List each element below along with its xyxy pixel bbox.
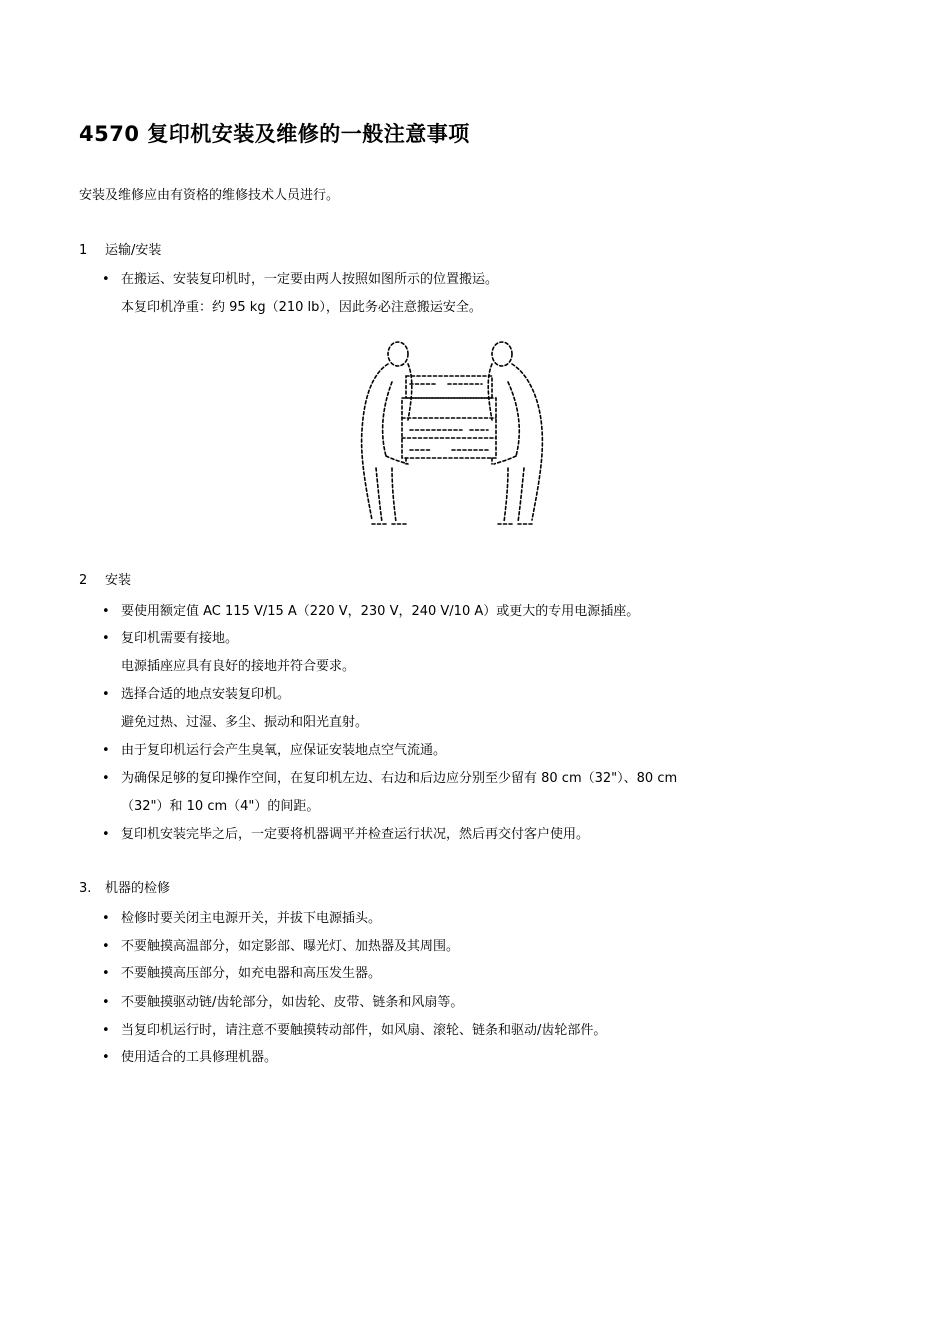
list-item: [102, 627, 238, 646]
bullet-icon: •: [102, 771, 110, 786]
section-heading-transport: [79, 239, 161, 258]
list-item-text: 不要触摸驱动链/齿轮部分，如齿轮、皮带、链条和风扇等。: [121, 995, 464, 1010]
section-title: 安装: [105, 573, 132, 588]
list-item-note: 本复印机净重：约 95 kg（210 lb），因此务必注意搬运安全。: [121, 300, 482, 315]
list-item: [102, 907, 381, 926]
copier-figure: [402, 376, 496, 464]
list-item: [102, 739, 446, 758]
list-item: [102, 767, 677, 786]
carrying-copier-illustration: [352, 338, 552, 533]
list-item-text: 选择合适的地点安装复印机。: [121, 687, 291, 702]
bullet-icon: •: [102, 995, 110, 1010]
bullet-icon: •: [102, 1023, 110, 1038]
page-title: 4570 复印机安装及维修的一般注意事项: [79, 122, 470, 146]
list-item-text: 复印机需要有接地。: [121, 631, 239, 646]
left-person-figure: [362, 342, 412, 524]
list-item-text: 使用适合的工具修理机器。: [121, 1050, 278, 1065]
list-item-text: 当复印机运行时，请注意不要触摸转动部件，如风扇、滚轮、链条和驱动/齿轮部件。: [121, 1023, 607, 1038]
list-item: [102, 268, 498, 287]
list-item: [102, 600, 639, 619]
list-item: [102, 823, 589, 842]
section-number: 2: [79, 573, 88, 588]
list-item-text: 为确保足够的复印操作空间，在复印机左边、右边和后边应分别至少留有 80 cm（32"）、80 cm: [121, 771, 678, 786]
list-item: [102, 962, 381, 981]
list-item-text: 检修时要关闭主电源开关，并拔下电源插头。: [121, 911, 382, 926]
section-title: 运输/安装: [105, 243, 162, 258]
bullet-icon: •: [102, 827, 110, 842]
bullet-icon: •: [102, 743, 110, 758]
list-item: [102, 1019, 606, 1038]
list-item-text: 在搬运、安装复印机时，一定要由两人按照如图所示的位置搬运。: [121, 272, 499, 287]
bullet-icon: •: [102, 1050, 110, 1065]
list-item-text: 要使用额定值 AC 115 V/15 A（220 V，230 V，240 V/10 A）或更大的专用电源插座。: [121, 604, 640, 619]
list-item-note: （32"）和 10 cm（4"）的间距。: [121, 799, 320, 814]
bullet-icon: •: [102, 631, 110, 646]
list-item-note: 避免过热、过湿、多尘、振动和阳光直射。: [121, 715, 369, 730]
section-heading-maintenance: [79, 877, 170, 896]
section-title: 机器的检修: [105, 881, 171, 896]
bullet-icon: •: [102, 687, 110, 702]
bullet-icon: •: [102, 966, 110, 981]
section-number: 3.: [79, 881, 92, 896]
bullet-icon: •: [102, 939, 110, 954]
list-item: [102, 991, 463, 1010]
list-item-text: 不要触摸高温部分，如定影部、曝光灯、加热器及其周围。: [121, 939, 460, 954]
list-item: [102, 683, 290, 702]
section-heading-installation: [79, 569, 131, 588]
list-item: [102, 1046, 277, 1065]
list-item: [102, 935, 459, 954]
list-item-text: 复印机安装完毕之后，一定要将机器调平并检查运行状况，然后再交付客户使用。: [121, 827, 590, 842]
list-item-note: 电源插座应具有良好的接地并符合要求。: [121, 659, 356, 674]
list-item-text: 由于复印机运行会产生臭氧，应保证安装地点空气流通。: [121, 743, 447, 758]
bullet-icon: •: [102, 604, 110, 619]
list-item-text: 不要触摸高压部分，如充电器和高压发生器。: [121, 966, 382, 981]
bullet-icon: •: [102, 272, 110, 287]
section-number: 1: [79, 243, 88, 258]
bullet-icon: •: [102, 911, 110, 926]
intro-text: 安装及维修应由有资格的维修技术人员进行。: [79, 188, 340, 203]
